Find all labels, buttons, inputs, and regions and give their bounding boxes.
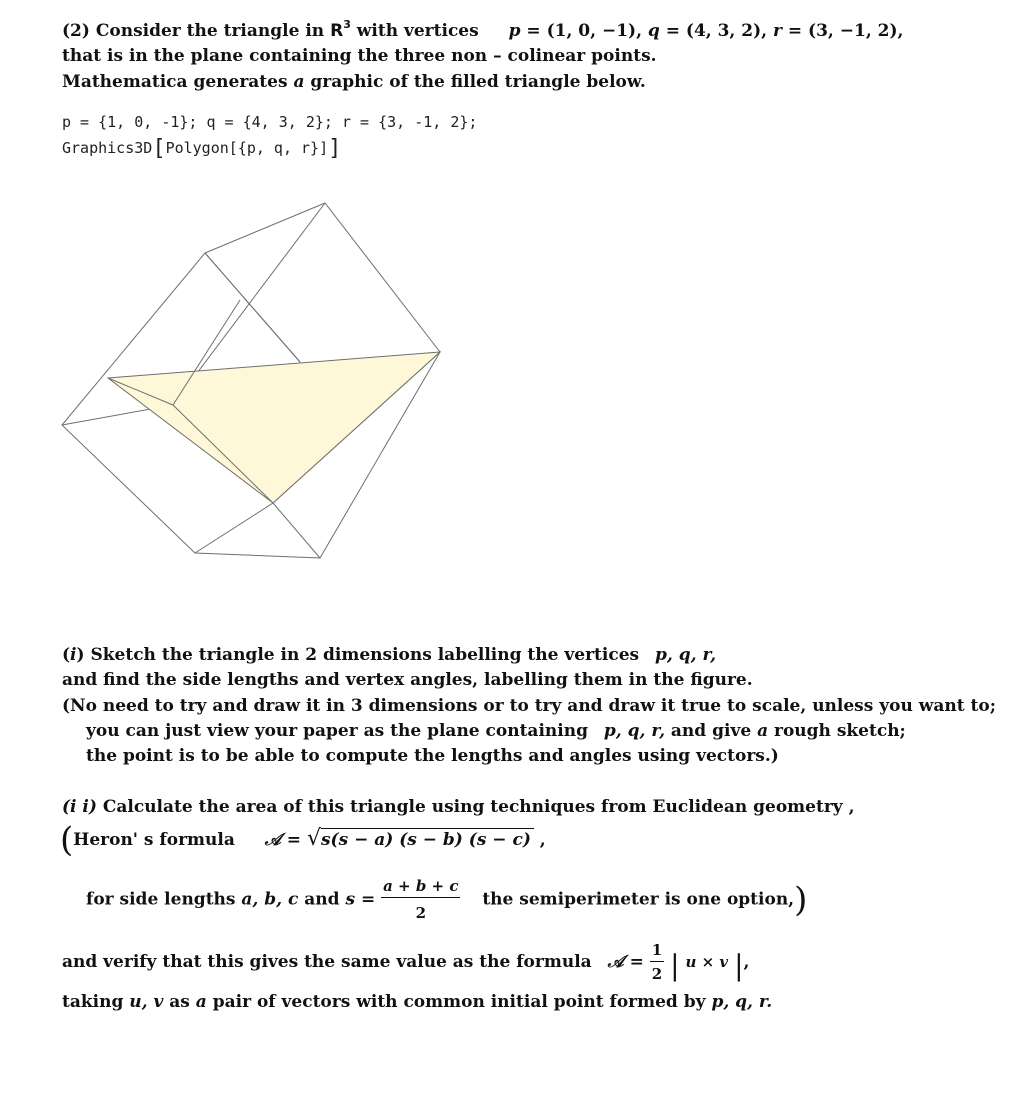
part-i-line-1: (i) Sketch the triangle in 2 dimensions labelling the vertices p, q, r, [62, 645, 717, 665]
code-line-2: Graphics3D[Polygon[{p, q, r}]] [62, 136, 342, 161]
part-i-line-5: the point is to be able to compute the lengths and angles using vectors.) [86, 746, 779, 766]
part-i-line-4: you can just view your paper as the plane containing p, q, r, and give a rough sketch; [86, 721, 906, 741]
r3-symbol: $R^3$ [330, 18, 351, 41]
part-i-line-3: (No need to try and draw it in 3 dimensions or to try and draw it true to scale, unless you want to; [62, 696, 996, 716]
front-edge [205, 253, 300, 362]
part-ii-line-1: (i i) Calculate the area of this triangle using techniques from Euclidean geometry , [62, 797, 855, 817]
intro-line-1: (2) Consider the triangle in $R^3$ with vertices p = (1, 0, −1), q = (4, 3, 2), r = (3, −1, 2), [62, 18, 904, 41]
intro-line-2: that is in the plane containing the three non – colinear points. [62, 46, 657, 66]
problem-number: (2) [62, 21, 90, 41]
box-edge [273, 503, 320, 558]
verify-line: and verify that this gives the same value as the formula 𝒜 = $\frac{1}{2}$ | u × v |, [62, 941, 750, 983]
intro-line-3: Mathematica generates a graphic of the filled triangle below. [62, 72, 646, 92]
box-edge [195, 503, 273, 553]
half-fraction: $\frac{1}{2}$ [651, 941, 663, 983]
heron-formula-line: (Heron' s formula 𝒜 = √s(s − a) (s − b) (s − c) , [60, 820, 546, 860]
code-line-1: p = {1, 0, -1}; q = {4, 3, 2}; r = {3, -1, 2}; [62, 113, 478, 131]
filled-triangle [108, 352, 440, 503]
taking-line: taking u, v as a pair of vectors with common initial point formed by p, q, r. [62, 992, 773, 1012]
semiperimeter-line: for side lengths a, b, c and s = $\frac{a + b + c}{2}$ the semiperimeter is one option,) [86, 877, 808, 922]
part-i-line-2: and find the side lengths and vertex angles, labelling them in the figure. [62, 670, 753, 690]
semiperimeter-fraction: $\frac{a + b + c}{2}$ [383, 877, 459, 922]
